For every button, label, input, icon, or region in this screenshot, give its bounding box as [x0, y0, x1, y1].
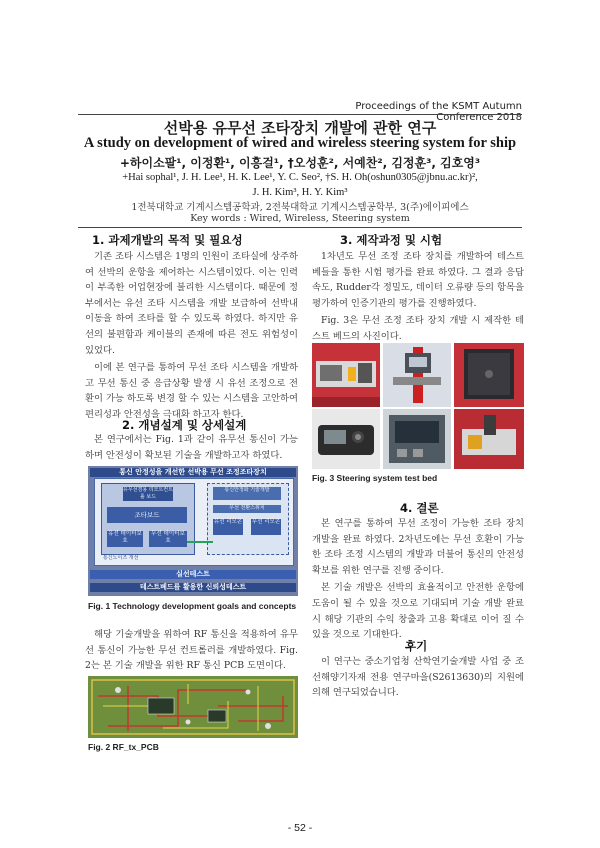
affiliations: 1전북대학교 기계시스템공학과, 2전북대학교 기계시스템공학부, 3(주)에이피에스: [131, 202, 469, 213]
title-korean: 선박용 유무선 조타장치 개발에 관한 연구: [163, 119, 437, 137]
section2-heading: 2. 개념설계 및 상세설계: [122, 418, 247, 432]
figure1-comm-stable-box: 통신안정화 기술개발: [213, 487, 281, 500]
photo-test-bed-2: [383, 343, 451, 407]
figure1-link-line: [187, 541, 213, 543]
figure1-reliability-band: 테스트베드를 활용한 신뢰성테스트: [90, 583, 296, 592]
section4-paragraph1: 본 연구를 통하여 무선 조정이 가능한 조타 장치 개발을 완료 하였다. 2차년도에는 무선 호환이 가능한 조타 조정 시스템의 개발과 더불어 통신의 안전성 확보를 위한 연구를 진행 중이다.: [312, 518, 524, 576]
figure1-wired-data-box: 유선 데이터보호: [107, 531, 143, 547]
section3-paragraph2: Fig. 3은 무선 조정 조타 장치 개발 시 제작한 테스트 베드의 사진이다.: [312, 315, 524, 342]
title-english: A study on development of wired and wireless steering system for ship: [83, 135, 517, 151]
section3-body: [312, 249, 524, 345]
figure1-caption: Fig. 1 Technology development goals and concepts: [88, 601, 297, 611]
figure1-wireless-data-box: 무선 데이터보호: [149, 531, 187, 547]
acknowledgment-heading: 후기: [405, 639, 428, 653]
keywords-rule: [78, 227, 522, 228]
figure3-photos: [312, 343, 524, 469]
proceedings-header: Proceedings of the KSMT Autumn Conference 2018: [355, 101, 522, 123]
figure3-caption: Fig. 3 Steering system test bed: [312, 473, 438, 483]
figure1-remote-box: 유무선겸용 리모트컨트롤 보드: [123, 487, 173, 500]
section1-body: [85, 249, 298, 423]
photo-test-bed-1: [312, 343, 380, 407]
section1-paragraph1: 기존 조타 시스템은 1명의 인원이 조타실에 상주하여 선박의 운항을 제어하는 시스템이었다. 이는 인력이 부족한 어업현장에 불리한 시스템이다. 때문에 정부에서는 유선 조타 시스템을 개발 보급하여 선박내 이동을 하여 조타를 할 수 있도록 하였다. 하지만 유선의 불편함과 케이블의 존재에 따른 전도 위험성이 있었다.: [85, 251, 298, 356]
figure1-wireless-remote-box: 무선 리모콘: [251, 519, 281, 535]
section4-body: [312, 516, 524, 643]
authors-english: [78, 170, 522, 200]
figure2-caption: Fig. 2 RF_tx_PCB: [88, 742, 159, 752]
figure1-test-band: 실선테스트: [90, 570, 296, 579]
section4-paragraph2: 본 기술 개발은 선박의 효율적이고 안전한 운항에 도움이 될 수 있을 것으로 기대되며 기술 개발 완료 시 해당 기관의 수익 창출과 고용 확대로 이어 질 수 있을 것으로 기대한다.: [312, 582, 524, 641]
figure1-panel: [94, 478, 294, 566]
keywords: Key words : Wired, Wireless, Steering system: [190, 213, 410, 224]
section4-heading: 4. 결론: [400, 501, 439, 515]
authors-korean: +하이소팔¹, 이정환¹, 이흥걸¹, †오성훈², 서예찬², 김정훈³, 김호영³: [119, 156, 481, 170]
authors-english-line1: +Hai sophal¹, J. H. Lee¹, H. K. Lee¹, Y. C. Seo², †S. H. Oh(oshun0305@jbnu.ac.kr)²,: [122, 172, 478, 183]
photo-steering-unit: [454, 409, 524, 469]
section3-paragraph1: 1차년도 무선 조정 조타 장치를 개발하여 테스트 베들을 통한 시험 평가를 완료 하였다. 그 결과 응답속도, Rudder각 정밀도, 데이터 오류량 등의 항목을 평가하여 인증기관의 평가를 진행하였다.: [312, 251, 524, 309]
figure1-diagram: [88, 466, 298, 596]
section2-body-1: [85, 432, 298, 463]
section3-heading: 3. 제작과정 및 시험: [340, 233, 443, 247]
figure1-wired-remote-box: 유선 리모콘: [213, 519, 243, 535]
pcb-drawing: [88, 676, 298, 738]
section2-paragraph2: 해당 기술개발을 위하여 RF 통신을 적용하여 유무선 통신이 가능한 무선 컨트롤러를 개발하였다. Fig. 2는 본 기술 개발을 위한 RF 통신 PCB 도면이다.: [85, 629, 298, 672]
figure1-steer-box: 조타보드: [107, 507, 187, 523]
section1-paragraph2: 이에 본 연구를 통하여 무선 조타 시스템을 개발하고 무선 통신 중 응급상황 발생 시 유선 조정으로 전환이 가능 하도록 변경 할 수 있는 시스템을 고안하여 편리성과 안전성을 극대화 하고자 한다.: [85, 362, 298, 420]
figure1-top-band: 통신 안정성을 개선한 선박용 무선 조정조타장치: [90, 468, 296, 477]
section2-body-2: [85, 627, 298, 674]
figure1-noise-label: 통신노이즈 개선: [103, 555, 139, 561]
section2-paragraph1: 본 연구에서는 Fig. 1과 같이 유무선 통신이 가능하며 안전성이 확보된 기술을 개발하고자 하였다.: [85, 434, 298, 461]
authors-english-line2: J. H. Kim³, H. Y. Kim³: [252, 187, 348, 198]
page-number: - 52 -: [287, 822, 313, 834]
figure2-pcb-image: [88, 676, 298, 738]
acknowledgment-paragraph: 이 연구는 중소기업청 산학연기술개발 사업 중 조선해양기자재 전용 연구마을(S2613630)의 지원에 의해 연구되었습니다.: [312, 656, 524, 699]
acknowledgment-body: [312, 654, 524, 701]
photo-controller-box: [454, 343, 524, 407]
section1-heading: 1. 과제개발의 목적 및 필요성: [92, 233, 243, 247]
photo-panel: [383, 409, 451, 469]
figure1-wifi-box: 무선 전환스위치: [213, 505, 281, 513]
photo-remote-controller: [312, 409, 380, 469]
header-rule: [78, 114, 522, 115]
